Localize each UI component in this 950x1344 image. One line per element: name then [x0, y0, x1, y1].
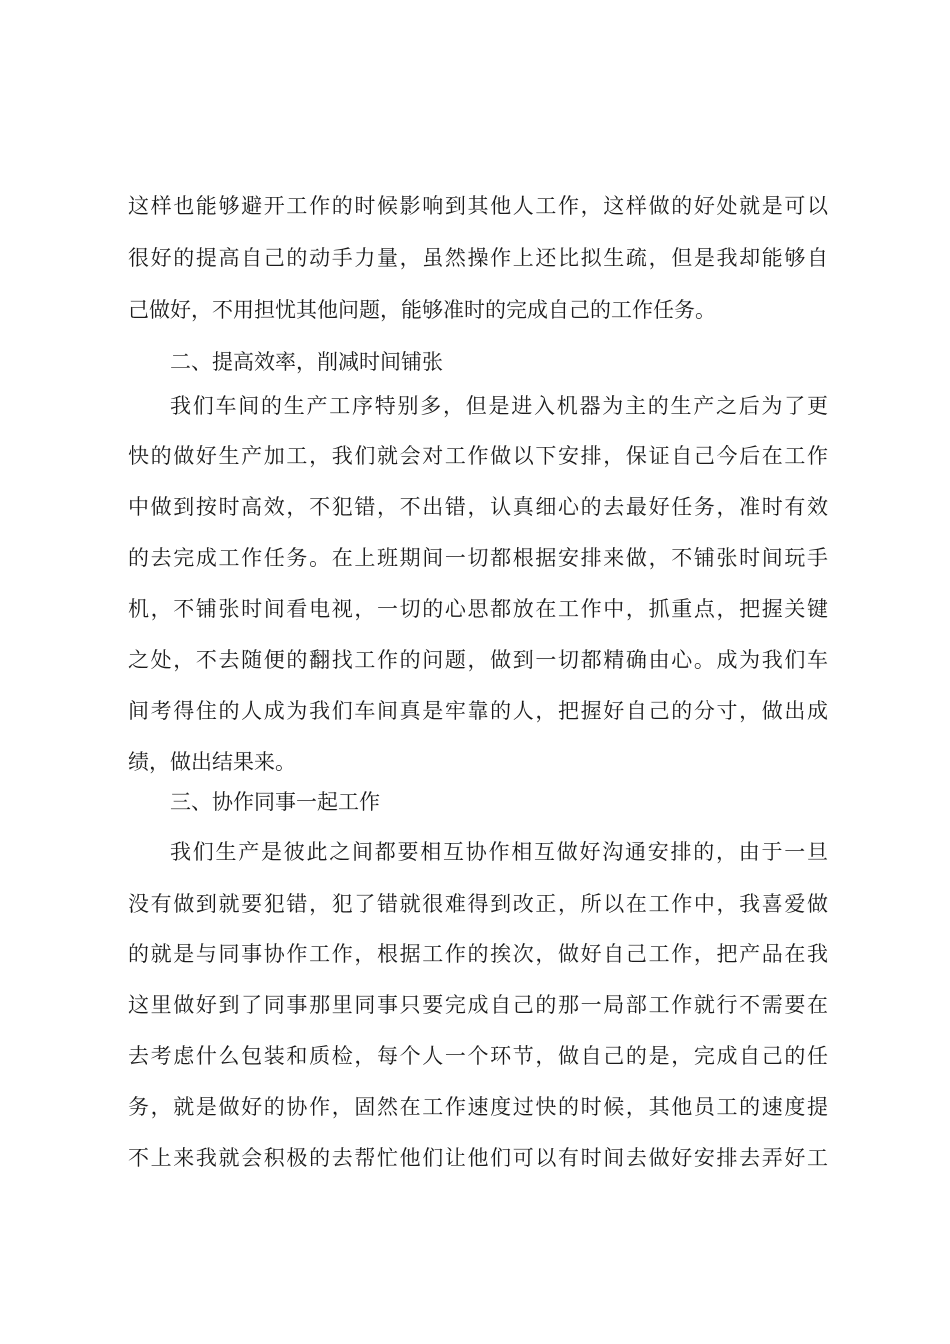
section-heading-3: 三、协作同事一起工作 [170, 790, 380, 814]
paragraph-2-line-6: 之处，不去随便的翻找工作的问题，做到一切都精确由心。成为我们车 [128, 648, 828, 672]
paragraph-2-line-1: 我们车间的生产工序特别多，但是进入机器为主的生产之后为了更 [170, 394, 828, 418]
paragraph-3-line-2: 没有做到就要犯错，犯了错就很难得到改正，所以在工作中，我喜爱做 [128, 892, 828, 916]
paragraph-1-line-2: 很好的提高自己的动手力量，虽然操作上还比拟生疏，但是我却能够自 [128, 246, 828, 270]
paragraph-1-line-3: 己做好，不用担忧其他问题，能够准时的完成自己的工作任务。 [128, 298, 716, 322]
paragraph-2-line-3: 中做到按时高效，不犯错，不出错，认真细心的去最好任务，准时有效 [128, 495, 828, 519]
paragraph-3-line-6: 务，就是做好的协作，固然在工作速度过快的时候，其他员工的速度提 [128, 1095, 828, 1119]
paragraph-3-line-4: 这里做好到了同事那里同事只要完成自己的那一局部工作就行不需要在 [128, 993, 828, 1017]
paragraph-3-line-7: 不上来我就会积极的去帮忙他们让他们可以有时间去做好安排去弄好工 [128, 1146, 828, 1170]
paragraph-2-line-7: 间考得住的人成为我们车间真是牢靠的人，把握好自己的分寸，做出成 [128, 699, 828, 723]
paragraph-2-line-8: 绩，做出结果来。 [128, 750, 296, 774]
paragraph-2-line-2: 快的做好生产加工，我们就会对工作做以下安排，保证自己今后在工作 [128, 444, 828, 468]
paragraph-2-line-4: 的去完成工作任务。在上班期间一切都根据安排来做，不铺张时间玩手 [128, 546, 828, 570]
paragraph-3-line-1: 我们生产是彼此之间都要相互协作相互做好沟通安排的，由于一旦 [170, 840, 828, 864]
paragraph-3-line-3: 的就是与同事协作工作，根据工作的挨次，做好自己工作，把产品在我 [128, 942, 828, 966]
paragraph-2-line-5: 机，不铺张时间看电视，一切的心思都放在工作中，抓重点，把握关键 [128, 597, 828, 621]
section-heading-2: 二、提高效率，削减时间铺张 [170, 350, 443, 374]
paragraph-3-line-5: 去考虑什么包装和质检，每个人一个环节，做自己的是，完成自己的任 [128, 1044, 828, 1068]
paragraph-1-line-1: 这样也能够避开工作的时候影响到其他人工作，这样做的好处就是可以 [128, 194, 828, 218]
